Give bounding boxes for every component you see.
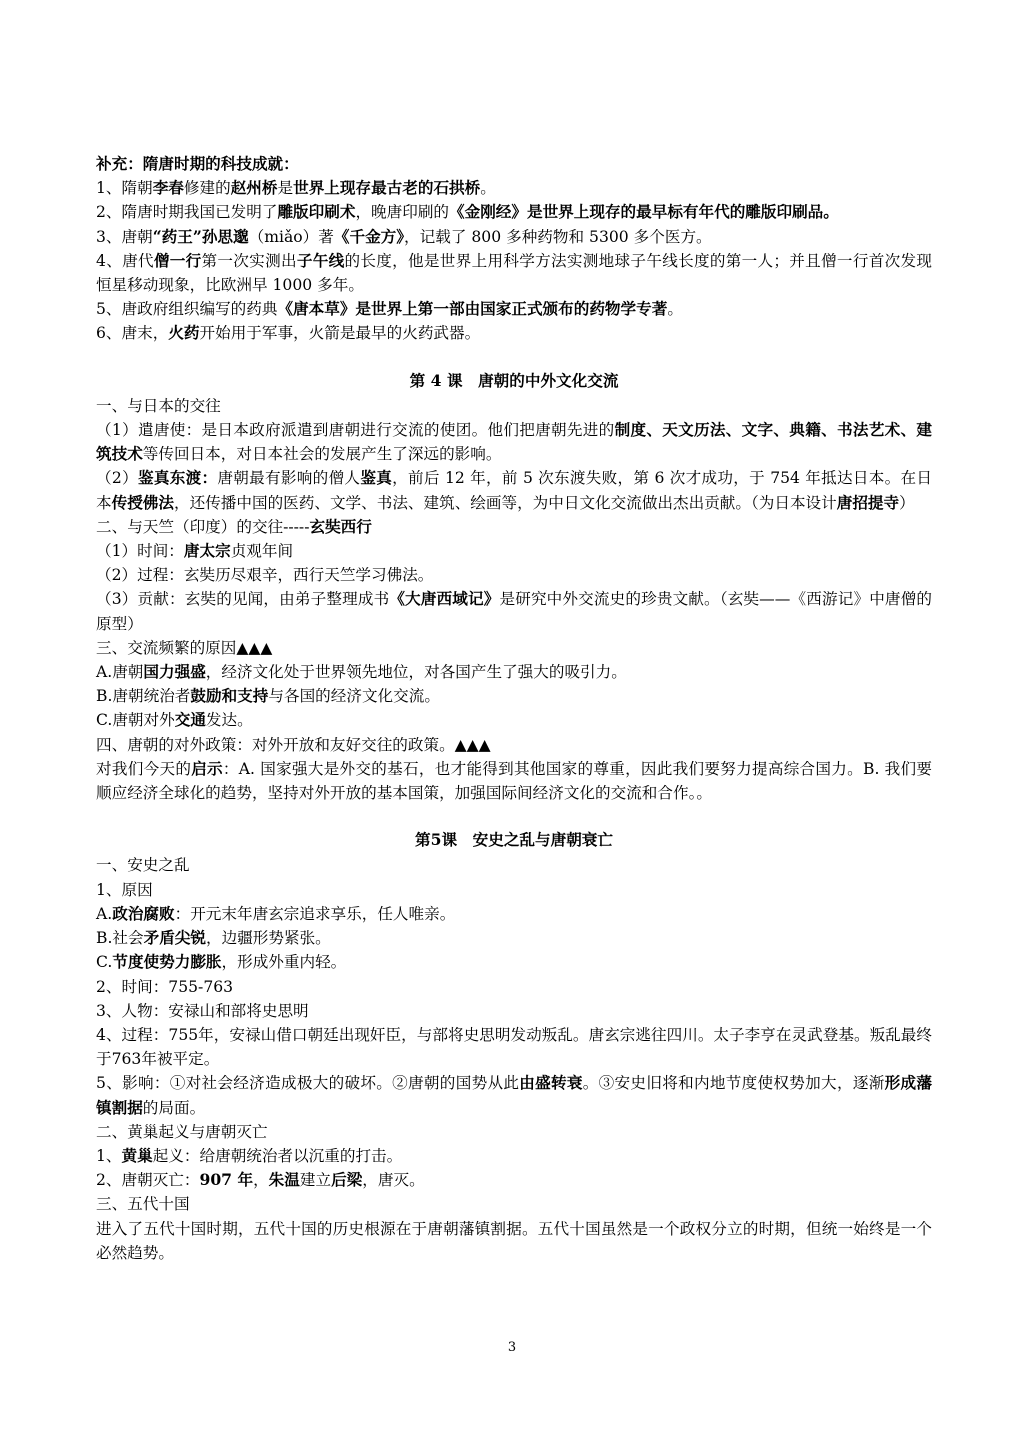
- lesson4-paragraph: A.唐朝国力强盛，经济文化处于世界领先地位，对各国产生了强大的吸引力。: [96, 662, 627, 682]
- lesson5-paragraph: 2、唐朝灭亡：907 年，朱温建立后梁，唐灭。: [96, 1170, 425, 1190]
- emphasis-text: 《金刚经》是世界上现存的最早标有年代的雕版印刷品。: [449, 202, 839, 222]
- lesson4-title: 第 4 课 唐朝的中外文化交流: [409, 370, 619, 390]
- emphasis-text: 节度使势力膨胀: [112, 952, 222, 972]
- emphasis-text: 鼓励和支持: [190, 686, 269, 706]
- lesson4-body: [96, 394, 932, 805]
- lesson4-paragraph: 对我们今天的启示：A. 国家强大是外交的基石，也才能得到其他国家的尊重，因此我们要努力提高综合国力。B. 我们要顺应经济全球化的趋势，坚持对外开放的基本国策，加强国际间经济文化的交流和合作。。: [96, 758, 932, 803]
- lesson5-paragraph: 3、人物：安禄山和部将史思明: [96, 1001, 309, 1020]
- emphasis-text: 世界上现存最古老的石拱桥: [293, 178, 481, 198]
- lesson5-paragraph: 1、黄巢起义：给唐朝统治者以沉重的打击。: [96, 1145, 403, 1165]
- emphasis-text: 僧一行: [153, 250, 202, 270]
- lesson5-paragraph: 一、安史之乱: [96, 856, 190, 875]
- emphasis-text: 传授佛法: [111, 492, 174, 512]
- supplement-item: 1、隋朝李春修建的赵州桥是世界上现存最古老的石拱桥。: [96, 178, 496, 198]
- emphasis-text: 907 年: [199, 1170, 254, 1190]
- emphasis-text: 黄巢: [121, 1145, 153, 1165]
- supplement-item: 4、唐代僧一行第一次实测出子午线的长度，他是世界上用科学方法实测地球子午线长度的第一人；并且僧一行首次发现恒星移动现象，比欧洲早 1000 多年。: [96, 250, 932, 295]
- lesson5-paragraph: C.节度使势力膨胀，形成外重内轻。: [96, 952, 347, 972]
- lesson5-body: [96, 853, 932, 1264]
- emphasis-text: 唐太宗: [183, 541, 231, 561]
- lesson5-title: 第5课 安史之乱与唐朝衰亡: [415, 830, 613, 850]
- lesson5-paragraph: 4、过程：755年，安禄山借口朝廷出现奸臣，与部将史思明发动叛乱。唐玄宗逃往四川。太子李亨在灵武登基。叛乱最终于763年被平定。: [96, 1025, 932, 1069]
- emphasis-text: 鉴真东渡：: [137, 468, 218, 488]
- lesson4-paragraph: 四、唐朝的对外政策：对外开放和友好交往的政策。▲▲▲: [96, 735, 491, 754]
- emphasis-text: 《大唐西域记》: [389, 589, 500, 609]
- emphasis-text: 形成藩镇割据: [96, 1073, 932, 1117]
- lesson4-paragraph: （1）时间：唐太宗贞观年间: [96, 541, 294, 561]
- lesson5-paragraph: 进入了五代十国时期，五代十国的历史根源在于唐朝藩镇割据。五代十国虽然是一个政权分立的时期，但统一始终是一个必然趋势。: [96, 1219, 932, 1262]
- lesson4-paragraph: （2）过程：玄奘历尽艰辛，西行天竺学习佛法。: [96, 566, 434, 585]
- lesson5-paragraph: 1、原因: [96, 880, 153, 899]
- supplement-item: 3、唐朝“药王”孙思邈（miǎo）著《千金方》，记载了 800 多种药物和 5300 多个医方。: [96, 226, 712, 246]
- lesson4-paragraph: 三、交流频繁的原因▲▲▲: [96, 638, 273, 657]
- document-page: [96, 152, 932, 1265]
- supplement-item: 2、隋唐时期我国已发明了雕版印刷术，晚唐印刷的《金刚经》是世界上现存的最早标有年代的雕版印刷品。: [96, 202, 839, 222]
- emphasis-text: 《唐本草》是世界上第一部由国家正式颁布的药物学专著: [277, 299, 668, 319]
- emphasis-text: 李春: [152, 178, 184, 198]
- supplement-heading: 补充：隋唐时期的科技成就：: [96, 154, 299, 173]
- lesson4-paragraph: （1）遣唐使：是日本政府派遣到唐朝进行交流的使团。他们把唐朝先进的制度、天文历法、文字、典籍、书法艺术、建筑技术等传回日本，对日本社会的发展产生了深远的影响。: [96, 420, 932, 464]
- page-number: 3: [507, 1340, 517, 1355]
- lesson5-paragraph: B.社会矛盾尖锐，边疆形势紧张。: [96, 928, 331, 948]
- lesson4-paragraph: C.唐朝对外交通发达。: [96, 710, 253, 730]
- lesson5-paragraph: 二、黄巢起义与唐朝灭亡: [96, 1122, 268, 1141]
- emphasis-text: 雕版印刷术: [277, 202, 356, 222]
- emphasis-text: 政治腐败: [112, 903, 175, 923]
- emphasis-text: 启示: [191, 758, 223, 778]
- emphasis-text: 制度、天文历法、文字、典籍、书法艺术、建筑技术: [96, 420, 932, 464]
- emphasis-text: 国力强盛: [143, 662, 206, 682]
- emphasis-text: 鉴真: [360, 468, 393, 488]
- supplement-list: [96, 176, 932, 345]
- lesson4-paragraph: B.唐朝统治者鼓励和支持与各国的经济文化交流。: [96, 686, 440, 706]
- emphasis-text: 火药: [168, 323, 200, 343]
- emphasis-text: 交通: [174, 710, 206, 730]
- emphasis-text: 朱温: [268, 1170, 300, 1190]
- emphasis-text: 《千金方》: [333, 226, 405, 246]
- lesson5-paragraph: A.政治腐败：开元末年唐玄宗追求享乐，任人唯亲。: [96, 903, 456, 923]
- emphasis-text: 后梁: [331, 1170, 363, 1190]
- emphasis-text: 唐招提寺: [836, 492, 900, 512]
- lesson5-paragraph: 2、时间：755-763: [96, 977, 234, 996]
- emphasis-text: 矛盾尖锐: [143, 928, 206, 948]
- supplement-item: 6、唐末，火药开始用于军事，火箭是最早的火药武器。: [96, 323, 481, 343]
- emphasis-text: 子午线: [296, 250, 345, 270]
- lesson4-paragraph: （2）鉴真东渡：唐朝最有影响的僧人鉴真，前后 12 年，前 5 次东渡失败，第 6 次才成功，于 754 年抵达日本。在日本传授佛法，还传播中国的医药、文学、书法、建筑、绘画等，为中日文化交流做出杰出贡献。（为日本设计唐招提寺）: [96, 468, 932, 512]
- emphasis-text: “药王”孙思邈: [152, 226, 249, 246]
- emphasis-text: 赵州桥: [230, 178, 278, 198]
- supplement-item: 5、唐政府组织编写的药典《唐本草》是世界上第一部由国家正式颁布的药物学专著。: [96, 299, 683, 319]
- lesson4-paragraph: （3）贡献：玄奘的见闻，由弟子整理成书《大唐西域记》是研究中外交流史的珍贵文献。（玄奘——《西游记》中唐僧的原型）: [96, 589, 932, 633]
- lesson4-paragraph: 一、与日本的交往: [96, 396, 221, 415]
- lesson5-paragraph: 5、影响：①对社会经济造成极大的破坏。②唐朝的国势从此由盛转衰。③安史旧将和内地节度使权势加大，逐渐形成藩镇割据的局面。: [96, 1073, 932, 1117]
- lesson4-paragraph: 二、与天竺（印度）的交往-----玄奘西行: [96, 516, 372, 536]
- emphasis-text: 由盛转衰: [519, 1073, 583, 1093]
- emphasis-text: 玄奘西行: [309, 516, 372, 536]
- lesson5-paragraph: 三、五代十国: [96, 1195, 190, 1214]
